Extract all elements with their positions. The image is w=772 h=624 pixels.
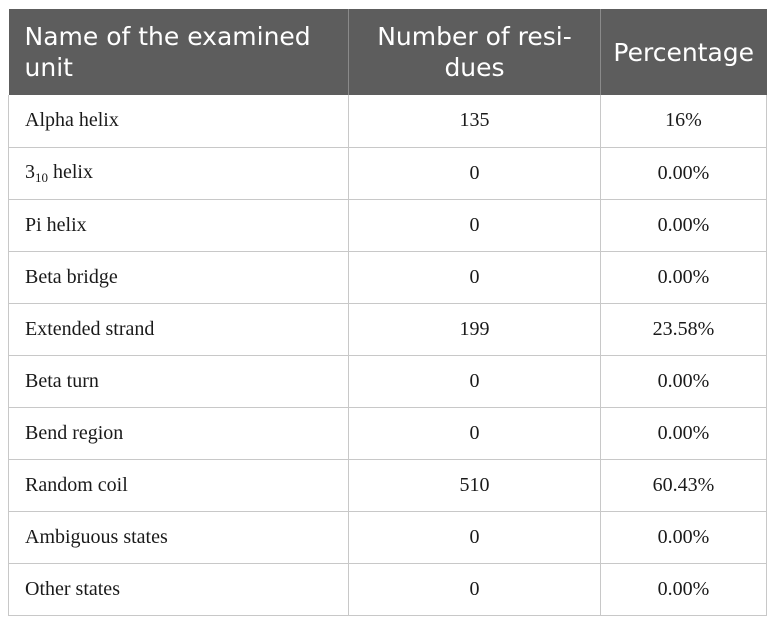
unit-cell: Beta bridge xyxy=(9,251,349,303)
table-row xyxy=(9,563,767,615)
table-row xyxy=(9,251,767,303)
unit-cell: Ambiguous states xyxy=(9,511,349,563)
unit-base: 3 xyxy=(25,160,35,183)
residues-cell: 0 xyxy=(349,563,601,615)
header-residues-line2: dues xyxy=(444,53,505,82)
percentage-cell: 0.00% xyxy=(601,563,767,615)
percentage-cell: 60.43% xyxy=(601,459,767,511)
residues-cell: 0 xyxy=(349,251,601,303)
table-row xyxy=(9,459,767,511)
percentage-cell: 23.58% xyxy=(601,303,767,355)
percentage-cell: 0.00% xyxy=(601,147,767,199)
residues-cell: 0 xyxy=(349,355,601,407)
header-residues-line1: Number of resi- xyxy=(377,22,572,51)
residues-cell: 199 xyxy=(349,303,601,355)
residues-cell: 0 xyxy=(349,407,601,459)
table-row xyxy=(9,407,767,459)
residues-cell: 0 xyxy=(349,511,601,563)
unit-cell: Other states xyxy=(9,563,349,615)
header-row xyxy=(9,9,767,95)
percentage-cell: 0.00% xyxy=(601,355,767,407)
unit-rest: helix xyxy=(48,160,93,183)
unit-cell: Extended strand xyxy=(9,303,349,355)
unit-cell: Beta turn xyxy=(9,355,349,407)
secondary-structure-table xyxy=(8,9,767,616)
unit-cell: Random coil xyxy=(9,459,349,511)
table-row xyxy=(9,511,767,563)
table-row xyxy=(9,147,767,199)
unit-cell xyxy=(9,147,349,199)
table-row xyxy=(9,303,767,355)
table-row xyxy=(9,355,767,407)
percentage-cell: 0.00% xyxy=(601,407,767,459)
percentage-cell: 16% xyxy=(601,95,767,147)
header-percentage xyxy=(601,9,767,95)
header-percentage-label: Percentage xyxy=(613,37,755,67)
unit-cell: Pi helix xyxy=(9,199,349,251)
unit-cell: Bend region xyxy=(9,407,349,459)
table-row xyxy=(9,95,767,147)
residues-cell: 0 xyxy=(349,147,601,199)
residues-cell: 135 xyxy=(349,95,601,147)
unit-cell: Alpha helix xyxy=(9,95,349,147)
residues-cell: 510 xyxy=(349,459,601,511)
header-unit-label: Name of the examined unit xyxy=(24,22,311,82)
percentage-cell: 0.00% xyxy=(601,511,767,563)
percentage-cell: 0.00% xyxy=(601,251,767,303)
table-row xyxy=(9,199,767,251)
unit-subscript: 10 xyxy=(35,169,48,185)
percentage-cell: 0.00% xyxy=(601,199,767,251)
header-unit xyxy=(9,9,349,95)
residues-cell: 0 xyxy=(349,199,601,251)
header-residues xyxy=(349,9,601,95)
